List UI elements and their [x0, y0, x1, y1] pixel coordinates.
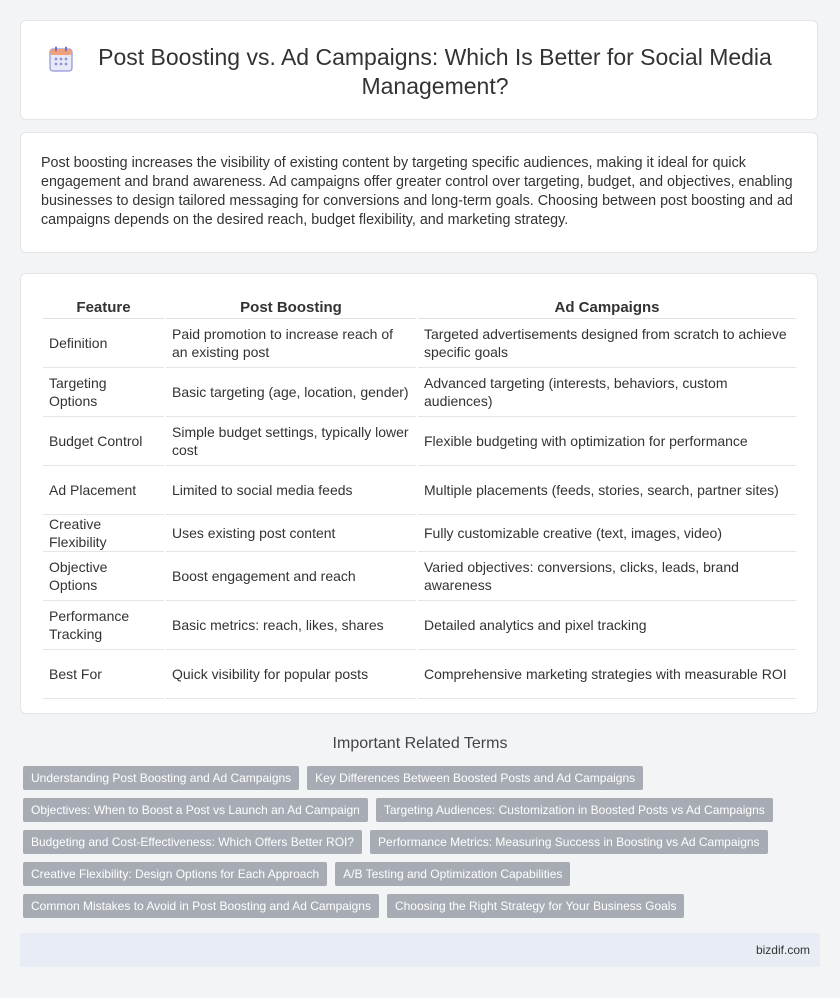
related-term-link[interactable]: Budgeting and Cost-Effectiveness: Which Offers Better ROI?	[23, 830, 362, 854]
page-title: Post Boosting vs. Ad Campaigns: Which Is Better for Social Media Management?	[98, 44, 772, 99]
related-terms-heading: Important Related Terms	[332, 735, 508, 752]
table-row	[43, 417, 796, 466]
feature-cell: Objective Options	[43, 552, 164, 601]
ad-campaigns-cell: Multiple placements (feeds, stories, search, partner sites)	[418, 466, 796, 515]
post-boosting-cell: Quick visibility for popular posts	[166, 650, 416, 699]
table-header-row	[43, 297, 796, 319]
ad-campaigns-cell: Flexible budgeting with optimization for performance	[418, 417, 796, 466]
title-card	[20, 20, 818, 120]
feature-cell: Targeting Options	[43, 368, 164, 417]
tag-row	[23, 830, 803, 854]
post-boosting-cell: Boost engagement and reach	[166, 552, 416, 601]
table-row	[43, 515, 796, 552]
related-term-link[interactable]: Targeting Audiences: Customization in Boosted Posts vs Ad Campaigns	[376, 798, 773, 822]
ad-campaigns-cell: Targeted advertisements designed from scratch to achieve specific goals	[418, 319, 796, 368]
feature-cell: Definition	[43, 319, 164, 368]
intro-paragraph: Post boosting increases the visibility of existing content by targeting specific audiences, making it ideal for quick engagement and brand awareness. Ad campaigns offer greater control over targeting, budget, and objectives, enabling businesses to design tailored messaging for conversions and long-term goals. Choosing between post boosting and ad campaigns depends on the desired reach, budget flexibility, and marketing strategy.	[41, 155, 793, 228]
post-boosting-cell: Basic metrics: reach, likes, shares	[166, 601, 416, 650]
table-row	[43, 650, 796, 699]
feature-cell: Performance Tracking	[43, 601, 164, 650]
related-term-link[interactable]: Understanding Post Boosting and Ad Campaigns	[23, 766, 299, 790]
table-row	[43, 601, 796, 650]
related-term-link[interactable]: Choosing the Right Strategy for Your Business Goals	[387, 894, 685, 918]
ad-campaigns-cell: Advanced targeting (interests, behaviors, custom audiences)	[418, 368, 796, 417]
table-row	[43, 368, 796, 417]
feature-cell: Best For	[43, 650, 164, 699]
related-terms-list	[23, 766, 803, 926]
tag-row	[23, 798, 803, 822]
header-feature: Feature	[43, 297, 164, 319]
related-term-link[interactable]: Objectives: When to Boost a Post vs Launch an Ad Campaign	[23, 798, 368, 822]
comparison-card	[20, 273, 818, 714]
footer	[20, 933, 820, 967]
post-boosting-cell: Paid promotion to increase reach of an existing post	[166, 319, 416, 368]
comparison-table	[41, 297, 798, 699]
ad-campaigns-cell: Detailed analytics and pixel tracking	[418, 601, 796, 650]
related-term-link[interactable]: A/B Testing and Optimization Capabilities	[335, 862, 570, 886]
ad-campaigns-cell: Fully customizable creative (text, images, video)	[418, 515, 796, 552]
ad-campaigns-cell: Varied objectives: conversions, clicks, leads, brand awareness	[418, 552, 796, 601]
post-boosting-cell: Basic targeting (age, location, gender)	[166, 368, 416, 417]
header-post-boosting: Post Boosting	[166, 297, 416, 319]
related-term-link[interactable]: Creative Flexibility: Design Options for Each Approach	[23, 862, 327, 886]
tag-row	[23, 894, 803, 918]
post-boosting-cell: Limited to social media feeds	[166, 466, 416, 515]
feature-cell: Budget Control	[43, 417, 164, 466]
post-boosting-cell: Simple budget settings, typically lower cost	[166, 417, 416, 466]
tag-row	[23, 766, 803, 790]
feature-cell: Ad Placement	[43, 466, 164, 515]
feature-cell: Creative Flexibility	[43, 515, 164, 552]
table-row	[43, 319, 796, 368]
intro-card	[20, 132, 818, 253]
post-boosting-cell: Uses existing post content	[166, 515, 416, 552]
related-term-link[interactable]: Performance Metrics: Measuring Success in Boosting vs Ad Campaigns	[370, 830, 768, 854]
footer-site-link[interactable]: bizdif.com	[755, 943, 810, 957]
table-row	[43, 466, 796, 515]
related-term-link[interactable]: Key Differences Between Boosted Posts and Ad Campaigns	[307, 766, 643, 790]
related-term-link[interactable]: Common Mistakes to Avoid in Post Boosting and Ad Campaigns	[23, 894, 379, 918]
header-ad-campaigns: Ad Campaigns	[418, 297, 796, 319]
ad-campaigns-cell: Comprehensive marketing strategies with measurable ROI	[418, 650, 796, 699]
table-row	[43, 552, 796, 601]
tag-row	[23, 862, 803, 886]
